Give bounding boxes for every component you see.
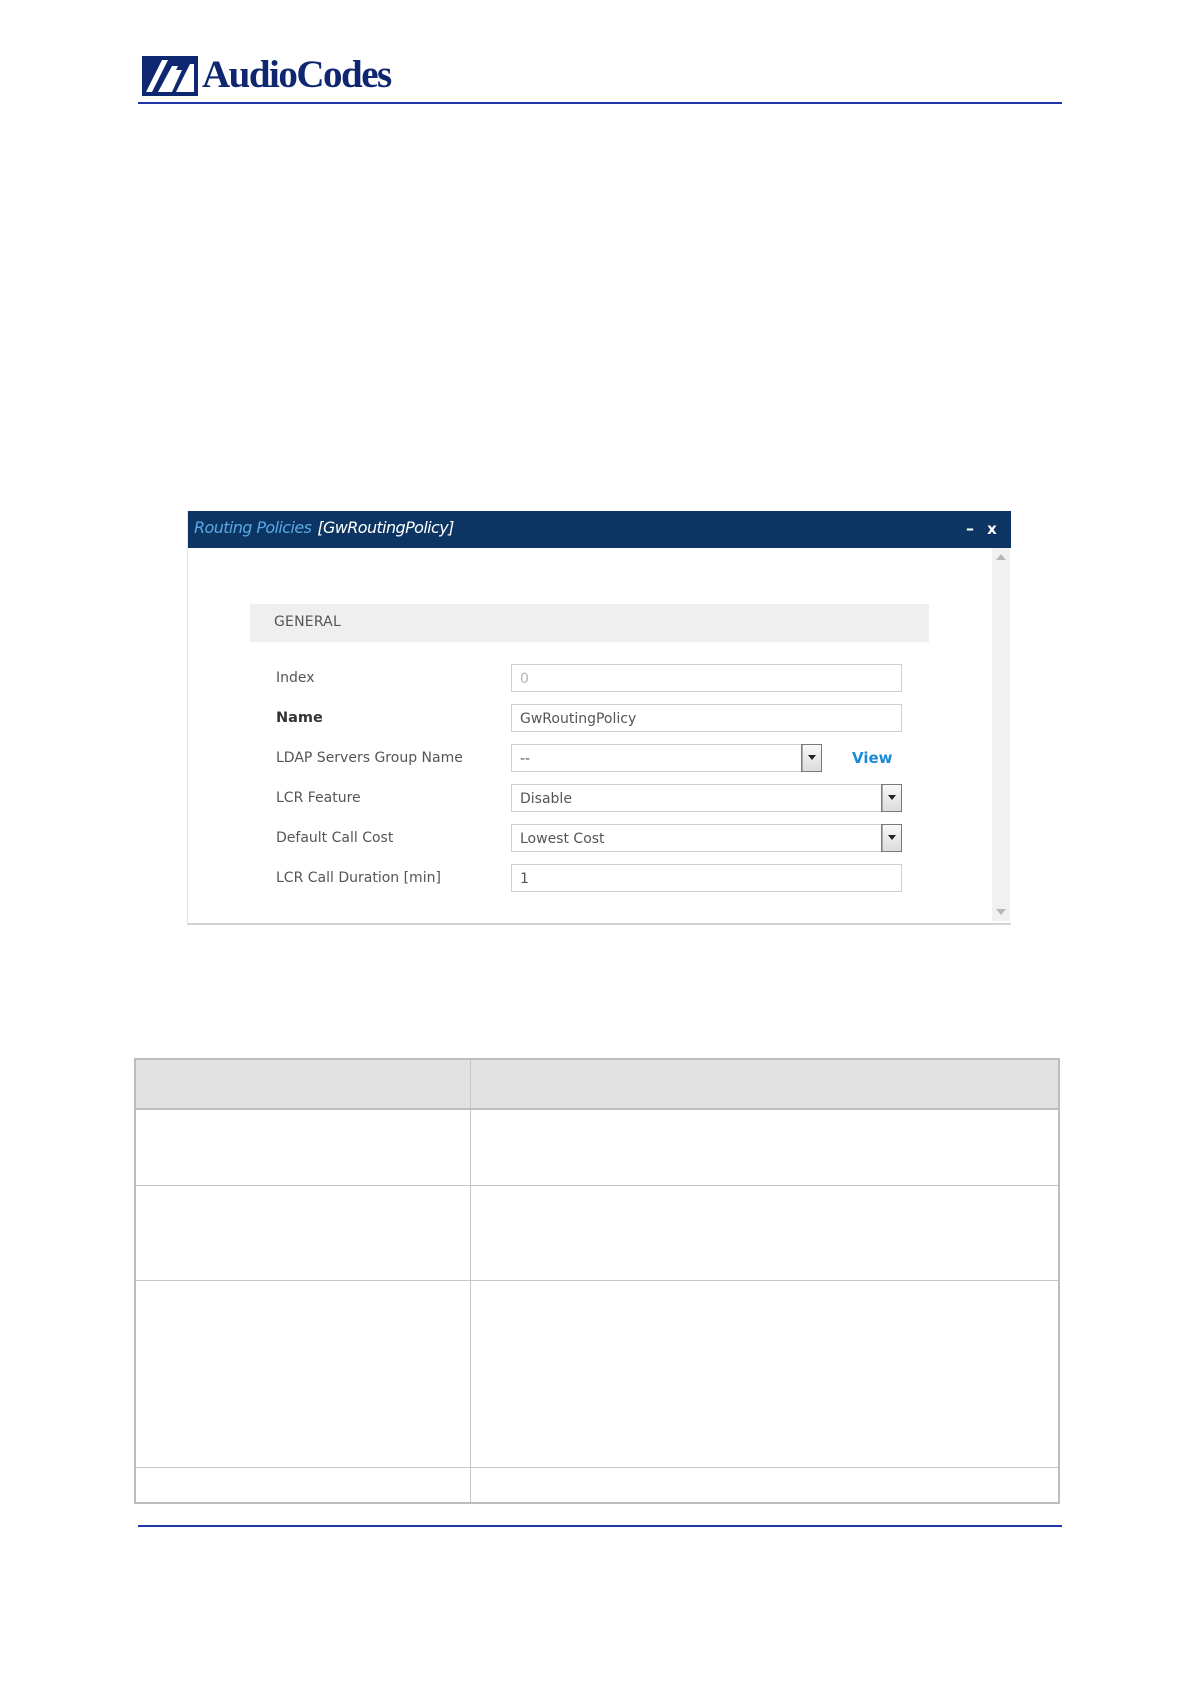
- ldap-servers-group-row: [188, 744, 988, 774]
- header-rule: [138, 102, 1062, 104]
- table-header-row: [136, 1060, 1058, 1110]
- lcr-call-duration-field[interactable]: [511, 864, 902, 892]
- general-section-header[interactable]: [250, 604, 929, 642]
- lcr-feature-label: LCR Feature: [276, 790, 361, 806]
- lcr-call-duration-label: LCR Call Duration [min]: [276, 870, 441, 886]
- table-row: [136, 1110, 1058, 1186]
- scroll-down-arrow-icon[interactable]: [996, 909, 1006, 915]
- lcr-feature-select[interactable]: [511, 784, 902, 812]
- index-field: [511, 664, 902, 692]
- name-row: [188, 704, 988, 734]
- table-row: [136, 1468, 1058, 1502]
- dialog-title-table: Routing Policies: [194, 518, 312, 537]
- column-divider: [470, 1468, 471, 1502]
- chevron-down-icon[interactable]: [802, 745, 821, 771]
- brand-name: AudioCodes: [202, 53, 391, 96]
- dialog-titlebar: [188, 511, 1011, 548]
- vertical-scrollbar[interactable]: [992, 548, 1010, 921]
- dialog-title-entity: [GwRoutingPolicy]: [317, 518, 454, 537]
- close-button[interactable]: x: [987, 520, 997, 538]
- scroll-up-arrow-icon[interactable]: [996, 554, 1006, 560]
- audiocodes-logo-icon: [142, 56, 198, 96]
- lcr-call-duration-value: 1: [520, 871, 529, 887]
- column-divider: [470, 1110, 471, 1185]
- column-divider: [470, 1060, 471, 1108]
- routing-policies-dialog: [187, 511, 1011, 925]
- ldap-servers-group-label: LDAP Servers Group Name: [276, 750, 463, 766]
- name-field[interactable]: [511, 704, 902, 732]
- table-row: [136, 1281, 1058, 1468]
- section-title: GENERAL: [274, 614, 341, 630]
- table-row: [136, 1186, 1058, 1281]
- default-call-cost-select[interactable]: [511, 824, 902, 852]
- lcr-feature-value: Disable: [520, 791, 572, 807]
- ldap-servers-group-select[interactable]: [511, 744, 822, 772]
- dialog-title: [194, 518, 454, 537]
- column-divider: [470, 1186, 471, 1280]
- index-label: Index: [276, 670, 315, 686]
- footer-rule: [138, 1525, 1062, 1527]
- ldap-servers-group-value: --: [520, 751, 531, 767]
- default-call-cost-value: Lowest Cost: [520, 831, 605, 847]
- name-value: GwRoutingPolicy: [520, 711, 637, 727]
- chevron-down-icon[interactable]: [882, 825, 901, 851]
- name-label: Name: [276, 710, 323, 726]
- default-call-cost-row: [188, 824, 988, 854]
- parameters-table: [134, 1058, 1060, 1504]
- index-value: 0: [520, 671, 529, 687]
- chevron-down-icon[interactable]: [882, 785, 901, 811]
- default-call-cost-label: Default Call Cost: [276, 830, 394, 846]
- index-row: [188, 664, 988, 694]
- ldap-view-link[interactable]: View: [852, 749, 893, 767]
- lcr-feature-row: [188, 784, 988, 814]
- lcr-call-duration-row: [188, 864, 988, 894]
- minimize-button[interactable]: –: [966, 519, 974, 538]
- column-divider: [470, 1281, 471, 1467]
